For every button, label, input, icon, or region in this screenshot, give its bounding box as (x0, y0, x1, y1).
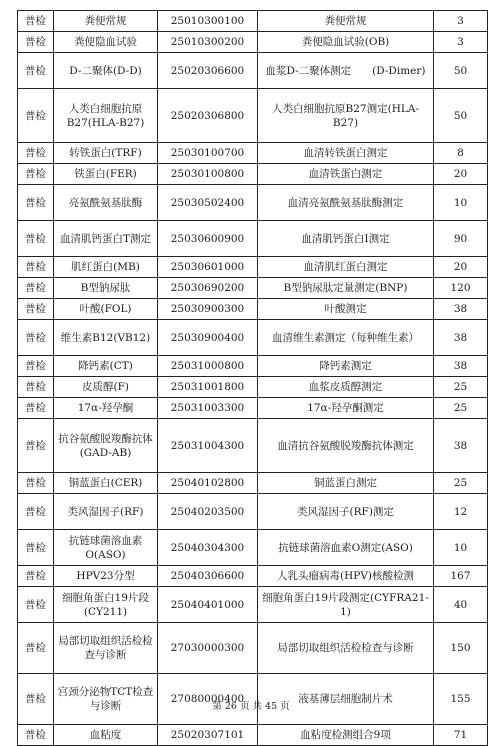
table-row (18, 398, 488, 419)
table-row (18, 32, 488, 53)
count-cell: 90 (434, 221, 488, 257)
item-name-cell: 铜蓝蛋白(CER) (54, 473, 158, 494)
table-row (18, 587, 488, 623)
item-name-cell: D-二聚体(D-D) (54, 53, 158, 89)
table-body (18, 11, 488, 746)
item-code-cell: 25030690200 (158, 278, 258, 299)
count-cell: 120 (434, 278, 488, 299)
item-code-cell: 25040304300 (158, 530, 258, 566)
count-cell: 3 (434, 11, 488, 32)
table-row (18, 473, 488, 494)
category-cell: 普检 (18, 356, 54, 377)
item-code-cell: 27030000300 (158, 623, 258, 674)
count-cell: 155 (434, 674, 488, 725)
count-cell: 150 (434, 623, 488, 674)
service-content-cell: 血清肌钙蛋白Ⅰ测定 (258, 221, 434, 257)
table-row (18, 299, 488, 320)
count-cell: 20 (434, 164, 488, 185)
service-content-cell: 血浆皮质醇测定 (258, 377, 434, 398)
table-row (18, 494, 488, 530)
item-name-cell: HPV23分型 (54, 566, 158, 587)
page-footer: 第 26 页 共 45 页 (212, 701, 290, 712)
service-content-cell: 人乳头瘤病毒(HPV)核酸检测 (258, 566, 434, 587)
table-row (18, 89, 488, 143)
table-row (18, 623, 488, 674)
count-cell: 12 (434, 494, 488, 530)
category-cell: 普检 (18, 185, 54, 221)
category-cell: 普检 (18, 419, 54, 473)
item-name-cell: 抗谷氨酸脱羧酶抗体(GAD-AB) (54, 419, 158, 473)
table-row (18, 164, 488, 185)
item-name-cell: 细胞角蛋白19片段(CY211) (54, 587, 158, 623)
category-cell: 普检 (18, 257, 54, 278)
count-cell: 3 (434, 32, 488, 53)
service-content-cell: 血清铁蛋白测定 (258, 164, 434, 185)
count-cell: 38 (434, 320, 488, 356)
count-cell: 38 (434, 356, 488, 377)
item-code-cell: 25040203500 (158, 494, 258, 530)
item-name-cell: 叶酸(FOL) (54, 299, 158, 320)
item-code-cell: 25031001800 (158, 377, 258, 398)
count-cell: 25 (434, 377, 488, 398)
item-name-cell: 粪便隐血试验 (54, 32, 158, 53)
item-name-cell: 宫颈分泌物TCT检查与诊断 (54, 674, 158, 725)
service-content-cell: 粪便隐血试验(OB) (258, 32, 434, 53)
category-cell: 普检 (18, 143, 54, 164)
item-code-cell: 25040306600 (158, 566, 258, 587)
service-content-cell: 血清肌红蛋白测定 (258, 257, 434, 278)
category-cell: 普检 (18, 89, 54, 143)
table-row (18, 221, 488, 257)
category-cell: 普检 (18, 566, 54, 587)
item-name-cell: 肌红蛋白(MB) (54, 257, 158, 278)
table-row (18, 185, 488, 221)
item-code-cell: 25020306600 (158, 53, 258, 89)
service-content-cell: 17α-羟孕酮测定 (258, 398, 434, 419)
item-name-cell: 人类白细胞抗原B27(HLA-B27) (54, 89, 158, 143)
service-content-cell: 降钙素测定 (258, 356, 434, 377)
item-code-cell: 25030502400 (158, 185, 258, 221)
category-cell: 普检 (18, 398, 54, 419)
category-cell: 普检 (18, 494, 54, 530)
category-cell: 普检 (18, 320, 54, 356)
service-content-cell: 血清亮氨酰氨基肽酶测定 (258, 185, 434, 221)
count-cell: 10 (434, 530, 488, 566)
count-cell: 40 (434, 587, 488, 623)
service-content-cell: 血清抗谷氨酸脱羧酶抗体测定 (258, 419, 434, 473)
item-code-cell: 25030100700 (158, 143, 258, 164)
count-cell: 25 (434, 398, 488, 419)
category-cell: 普检 (18, 587, 54, 623)
category-cell: 普检 (18, 725, 54, 746)
item-name-cell: 抗链球菌溶血素O(ASO) (54, 530, 158, 566)
item-code-cell: 25020306800 (158, 89, 258, 143)
item-code-cell: 25031004300 (158, 419, 258, 473)
item-name-cell: 类风湿因子(RF) (54, 494, 158, 530)
service-content-cell: 局部切取组织活检检查与诊断 (258, 623, 434, 674)
count-cell: 10 (434, 185, 488, 221)
item-code-cell: 25030600900 (158, 221, 258, 257)
service-content-cell: 叶酸测定 (258, 299, 434, 320)
service-content-cell: 粪便常规 (258, 11, 434, 32)
category-cell: 普检 (18, 473, 54, 494)
item-code-cell: 25010300100 (158, 11, 258, 32)
table-row (18, 356, 488, 377)
service-content-cell: 血清转铁蛋白测定 (258, 143, 434, 164)
table-row (18, 278, 488, 299)
category-cell: 普检 (18, 377, 54, 398)
service-content-cell: 人类白细胞抗原B27测定(HLA-B27) (258, 89, 434, 143)
service-content-cell: 血粘度检测组合9项 (258, 725, 434, 746)
category-cell: 普检 (18, 530, 54, 566)
service-content-cell: B型钠尿肽定量测定(BNP) (258, 278, 434, 299)
item-name-cell: 血粘度 (54, 725, 158, 746)
count-cell: 38 (434, 299, 488, 320)
item-code-cell: 25030601000 (158, 257, 258, 278)
category-cell: 普检 (18, 299, 54, 320)
item-code-cell: 25031000800 (158, 356, 258, 377)
table-row (18, 377, 488, 398)
item-name-cell: 维生素B12(VB12) (54, 320, 158, 356)
category-cell: 普检 (18, 164, 54, 185)
category-cell: 普检 (18, 11, 54, 32)
item-name-cell: 降钙素(CT) (54, 356, 158, 377)
item-code-cell: 25031003300 (158, 398, 258, 419)
category-cell: 普检 (18, 623, 54, 674)
service-content-cell: 液基薄层细胞制片术 (258, 674, 434, 725)
category-cell: 普检 (18, 53, 54, 89)
item-code-cell: 25010300200 (158, 32, 258, 53)
category-cell: 普检 (18, 278, 54, 299)
item-code-cell: 25040102800 (158, 473, 258, 494)
category-cell: 普检 (18, 674, 54, 725)
service-content-cell: 抗链球菌溶血素O测定(ASO) (258, 530, 434, 566)
item-code-cell: 25040401000 (158, 587, 258, 623)
table-row (18, 725, 488, 746)
table-row (18, 257, 488, 278)
count-cell: 20 (434, 257, 488, 278)
count-cell: 25 (434, 473, 488, 494)
table-row (18, 566, 488, 587)
count-cell: 8 (434, 143, 488, 164)
item-code-cell: 25020307101 (158, 725, 258, 746)
count-cell: 50 (434, 89, 488, 143)
service-content-cell: 血浆D-二聚体测定 (D-Dimer) (258, 53, 434, 89)
item-name-cell: 皮质醇(F) (54, 377, 158, 398)
category-cell: 普检 (18, 221, 54, 257)
category-cell: 普检 (18, 32, 54, 53)
item-name-cell: 铁蛋白(FER) (54, 164, 158, 185)
table-row (18, 320, 488, 356)
count-cell: 50 (434, 53, 488, 89)
table-row (18, 530, 488, 566)
item-name-cell: 17α-羟孕酮 (54, 398, 158, 419)
service-content-cell: 类风湿因子(RF)测定 (258, 494, 434, 530)
count-cell: 71 (434, 725, 488, 746)
count-cell: 167 (434, 566, 488, 587)
service-content-cell: 细胞角蛋白19片段测定(CYFRA21- 1) (258, 587, 434, 623)
fee-table (17, 10, 488, 746)
item-name-cell: 亮氨酰氨基肽酶 (54, 185, 158, 221)
table-row (18, 419, 488, 473)
item-code-cell: 25030900400 (158, 320, 258, 356)
count-cell: 38 (434, 419, 488, 473)
table-row (18, 53, 488, 89)
service-content-cell: 铜蓝蛋白测定 (258, 473, 434, 494)
item-name-cell: 血清肌钙蛋白T测定 (54, 221, 158, 257)
service-content-cell: 血清维生素测定（每种维生素） (258, 320, 434, 356)
item-code-cell: 27080000400 (158, 674, 258, 725)
item-name-cell: B型钠尿肽 (54, 278, 158, 299)
item-code-cell: 25030900300 (158, 299, 258, 320)
table-row (18, 143, 488, 164)
item-name-cell: 局部切取组织活检检查与诊断 (54, 623, 158, 674)
fee-table-page (17, 10, 487, 746)
item-name-cell: 转铁蛋白(TRF) (54, 143, 158, 164)
table-row (18, 11, 488, 32)
item-name-cell: 粪便常规 (54, 11, 158, 32)
item-code-cell: 25030100800 (158, 164, 258, 185)
